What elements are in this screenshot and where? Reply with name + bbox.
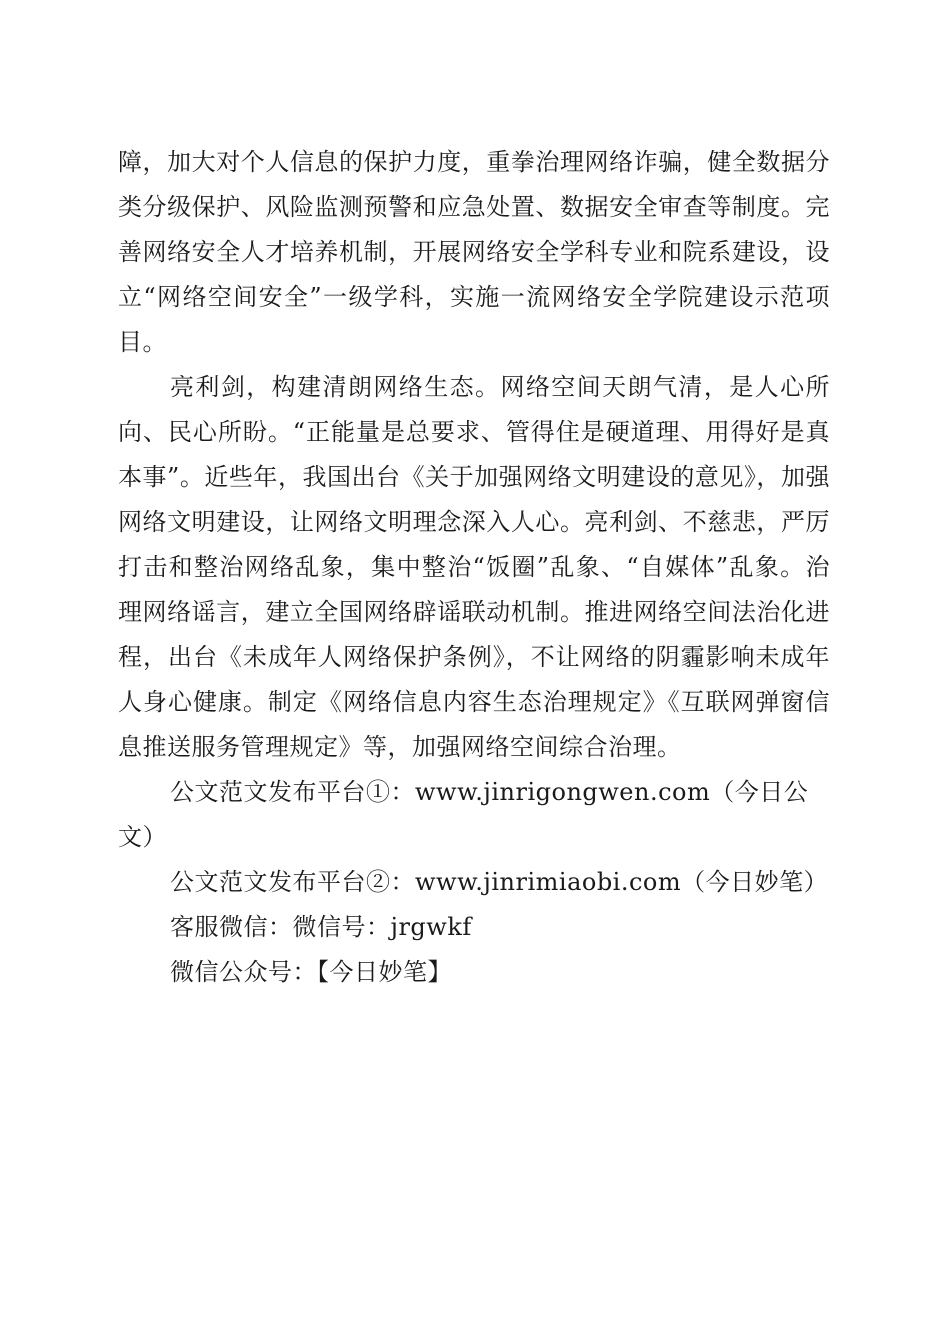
footer-official-account: 微信公众号：【今日妙笔】 [170, 958, 452, 986]
footer-platform-2: 公文范文发布平台②：www.jinrimiaobi.com（今日妙笔） [170, 868, 829, 896]
footer-service-wechat: 客服微信：微信号：jrgwkf [170, 913, 472, 941]
paragraph-continuation: 障，加大对个人信息的保护力度，重拳治理网络诈骗，健全数据分类分级保护、风险监测预警和应急处置、数据安全审查等制度。完善网络安全人才培养机制，开展网络安全学科专业和院系建设，设立“网络空间安全”一级学科，实施一流网络安全学院建设示范项目。 [118, 148, 830, 356]
paragraph-clear-cyberspace: 亮利剑，构建清朗网络生态。网络空间天朗气清，是人心所向、民心所盼。“正能量是总要求、管得住是硬道理、用得好是真本事”。近些年，我国出台《关于加强网络文明建设的意见》，加强网络文明建设，让网络文明理念深入人心。亮利剑、不慈悲，严厉打击和整治网络乱象，集中整治“饭圈”乱象、“自媒体”乱象。治理网络谣言，建立全国网络辟谣联动机制。推进网络空间法治化进程，出台《未成年人网络保护条例》，不让网络的阴霾影响未成年人身心健康。制定《网络信息内容生态治理规定》《互联网弹窗信息推送服务管理规定》等，加强网络空间综合治理。 [118, 373, 830, 761]
footer-platform-1: 公文范文发布平台①：www.jinrigongwen.com（今日公文） [118, 778, 809, 851]
document-body [118, 140, 830, 995]
